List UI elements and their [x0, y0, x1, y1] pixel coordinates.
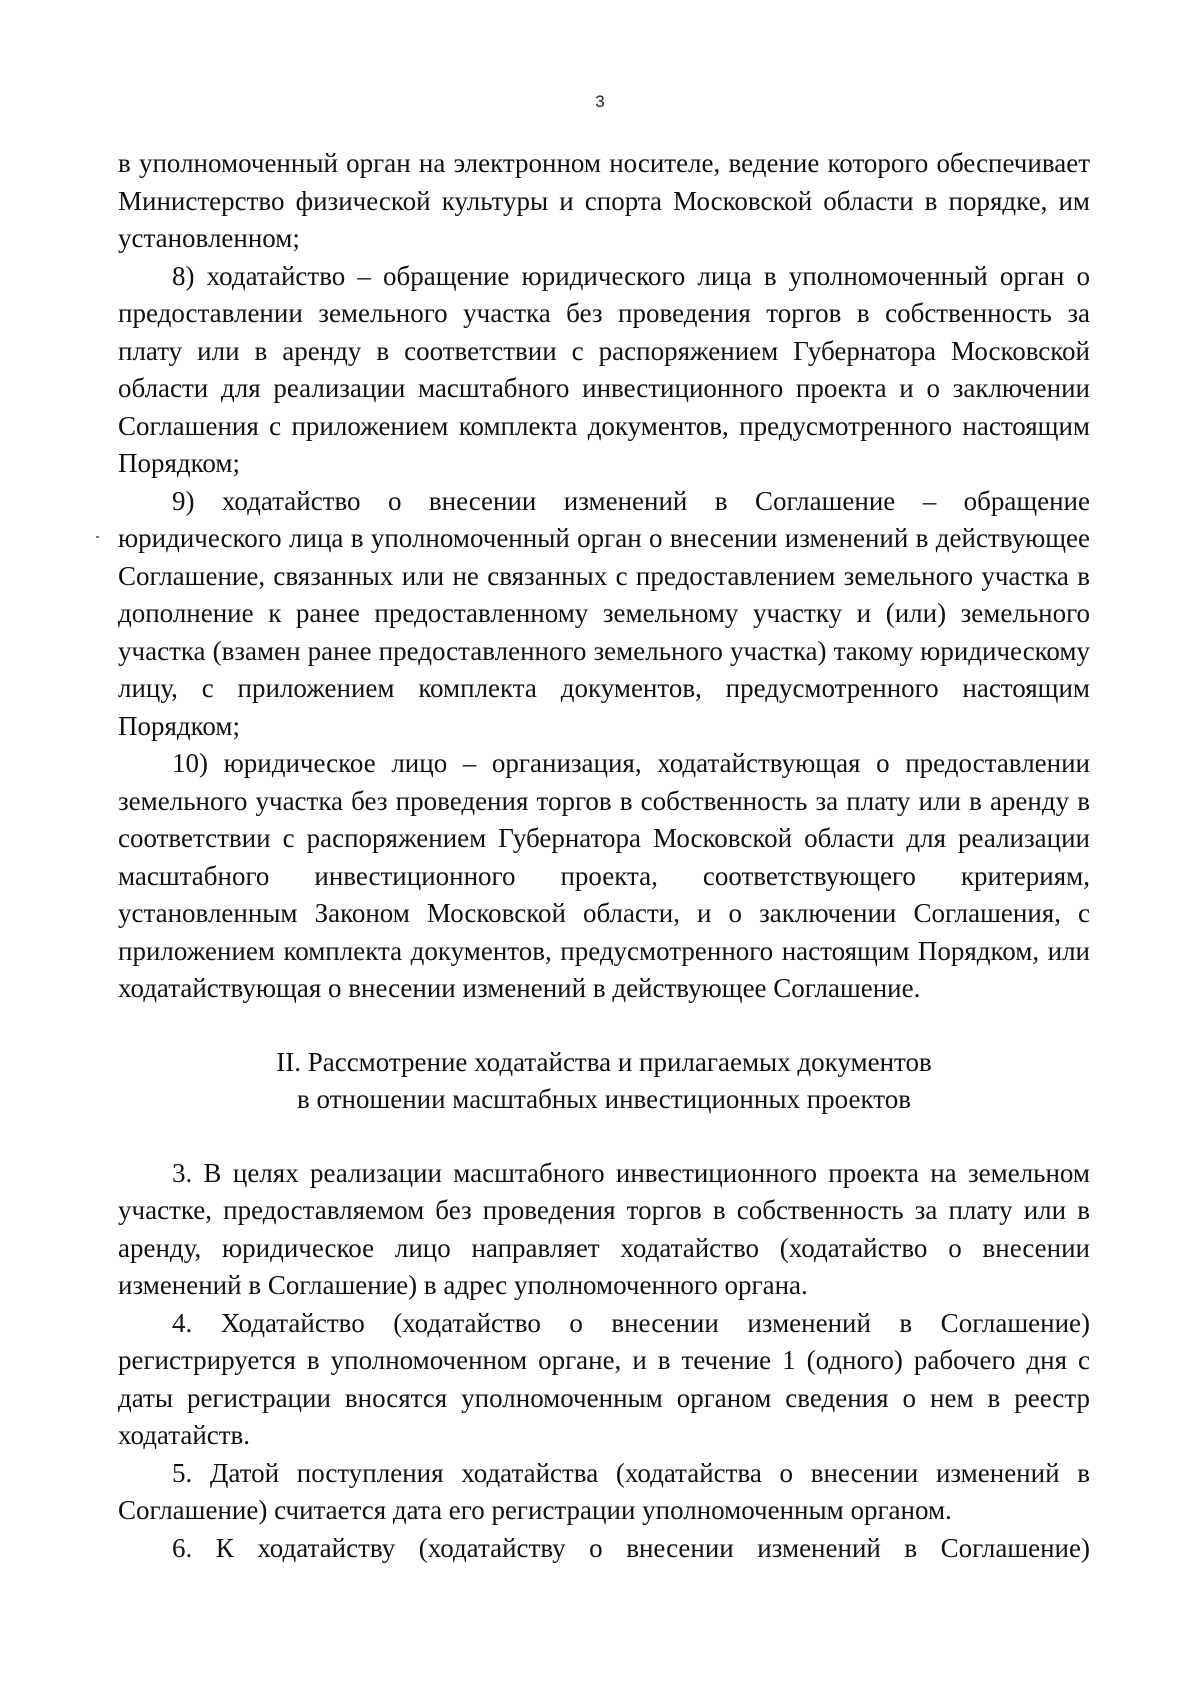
- section-heading-line-2: в отношении масштабных инвестиционных проектов: [297, 1084, 911, 1114]
- section-heading-line-1: II. Рассмотрение ходатайства и прилагаемых документов: [276, 1046, 932, 1077]
- paragraph-point-3: 3. В целях реализации масштабного инвестиционного проекта на земельном участке, предоставляемом без проведения торгов в собственность за плату или в аренду, юридическое лицо направляет ходатайство (ходатайство о внесении изменений в Соглашение) в адрес уполномоченного органа.: [118, 1157, 1090, 1300]
- page-number: 3: [595, 92, 605, 111]
- paragraph-point-6: 6. К ходатайству (ходатайству о внесении изменений в Соглашение): [172, 1532, 1090, 1563]
- paragraph-item-10: 10) юридическое лицо – организация, ходатайствующая о предоставлении земельного участка без проведения торгов в собственность за плату или в аренду в соответствии с распоряжением Губернатора Московской области для реализации масштабного инвестиционного проекта, соответствующего критериям, установленным Законом Московской области, и о заключении Соглашения, с приложением комплекта документов, предусмотренного настоящим Порядком, или ходатайствующая о внесении изменений в действующее Соглашение.: [118, 748, 1090, 1003]
- paragraph-item-9: 9) ходатайство о внесении изменений в Соглашение – обращение юридического лица в уполномоченный орган о внесении изменений в действующее Соглашение, связанных или не связанных с предоставлением земельного участка в дополнение к ранее предоставленному земельному участку и (или) земельного участка (взамен ранее предоставленного земельного участка) такому юридическому лицу, с приложением комплекта документов, предусмотренного настоящим Порядком;: [118, 485, 1090, 741]
- paragraph-continuation: в уполномоченный орган на электронном носителе, ведение которого обеспечивает Министерство физической культуры и спорта Московской области в порядке, им установленном;: [118, 148, 1090, 253]
- document-body: [118, 145, 1090, 1567]
- paragraph-point-5: 5. Датой поступления ходатайства (ходатайства о внесении изменений в Соглашение) считается дата его регистрации уполномоченным органом.: [118, 1457, 1090, 1525]
- paragraph-item-8: 8) ходатайство – обращение юридического лица в уполномоченный орган о предоставлении земельного участка без проведения торгов в собственность за плату или в аренду в соответствии с распоряжением Губернатора Московской области для реализации масштабного инвестиционного проекта и о заключении Соглашения с приложением комплекта документов, предусмотренного настоящим Порядком;: [118, 260, 1090, 478]
- section-heading: [118, 1044, 1090, 1119]
- paragraph-point-4: 4. Ходатайство (ходатайство о внесении изменений в Соглашение) регистрируется в уполномоченном органе, и в течение 1 (одного) рабочего дня с даты регистрации вносятся уполномоченным органом сведения о нем в реестр ходатайств.: [118, 1307, 1090, 1450]
- scan-speck: [96, 536, 99, 538]
